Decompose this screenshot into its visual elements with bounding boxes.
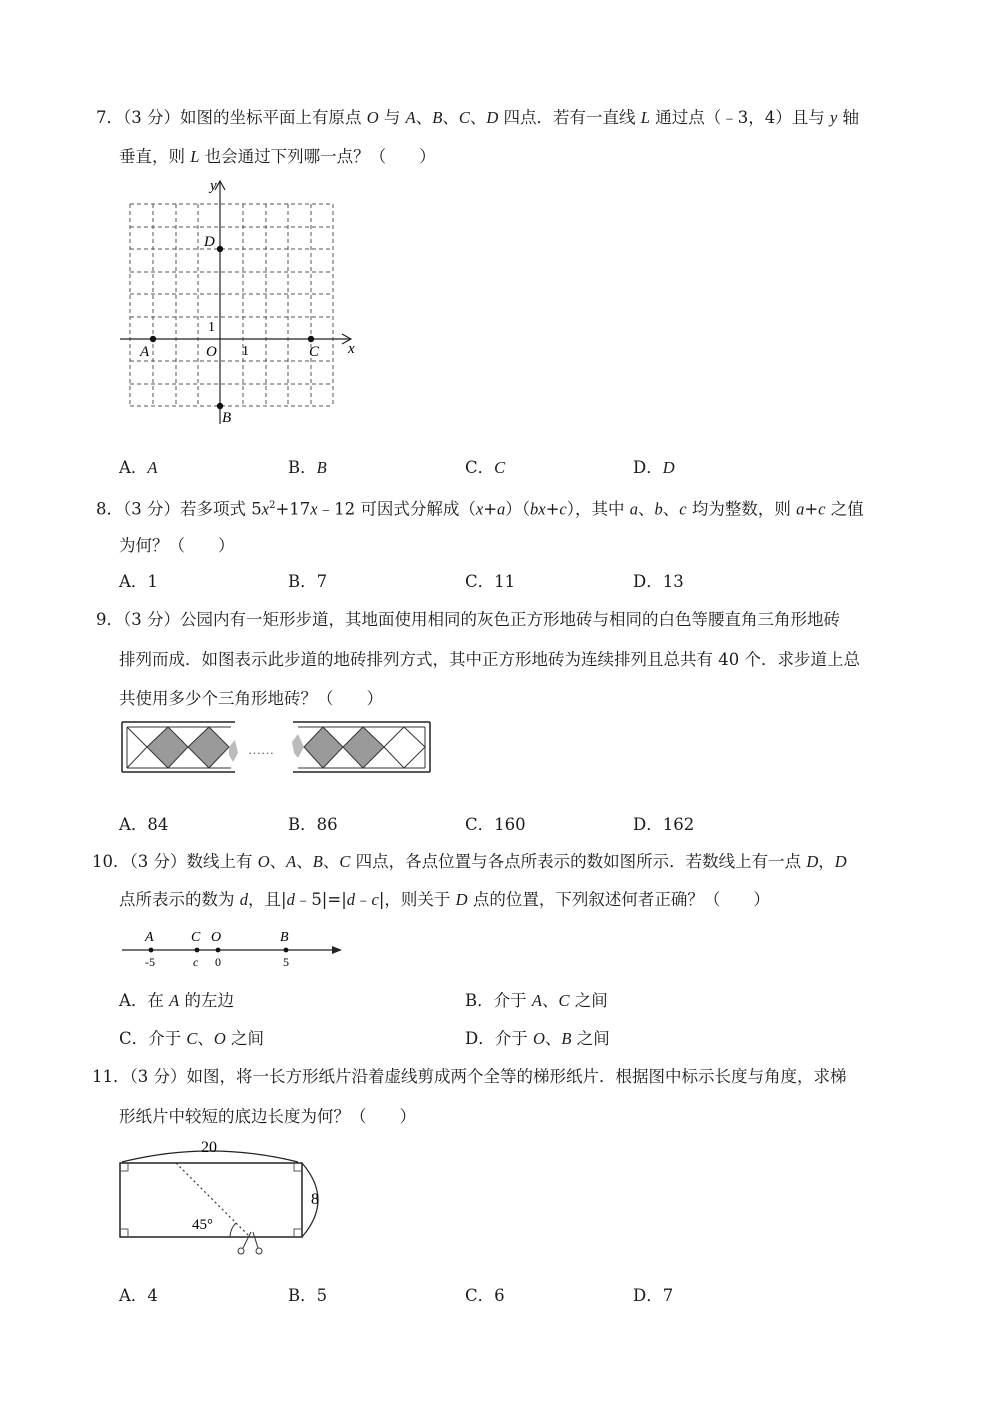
scissors-icon bbox=[238, 1232, 262, 1254]
length-label: 20 bbox=[201, 1139, 217, 1156]
point-A bbox=[149, 948, 154, 953]
label-C: C bbox=[309, 344, 320, 360]
q7-option-c[interactable]: C．C bbox=[465, 458, 506, 477]
point-B bbox=[217, 403, 223, 409]
q9-option-a[interactable]: A．84 bbox=[119, 815, 169, 834]
x-axis-label: x bbox=[348, 341, 355, 357]
number-line-figure bbox=[120, 927, 345, 972]
tick-1-y: 1 bbox=[208, 320, 215, 335]
q7-line-2: 垂直，则 L 也会通过下列哪一点？（ ） bbox=[119, 147, 436, 166]
q7-option-d[interactable]: D．D bbox=[633, 458, 675, 477]
question-number: 8． bbox=[96, 499, 123, 519]
label-A: A bbox=[145, 930, 154, 945]
torn-edge bbox=[229, 740, 238, 762]
torn-edge bbox=[292, 734, 304, 758]
label-O: O bbox=[206, 344, 217, 360]
point-C bbox=[308, 336, 314, 342]
point-B bbox=[284, 948, 289, 953]
continuation-dots: …… bbox=[248, 742, 274, 757]
tick-1-x: 1 bbox=[242, 344, 249, 359]
point-C bbox=[195, 948, 200, 953]
q11-option-a[interactable]: A．4 bbox=[119, 1286, 158, 1305]
q8-option-a[interactable]: A．1 bbox=[119, 572, 158, 591]
label-C: C bbox=[191, 930, 201, 945]
q10-line-1: 10．（3 分）数线上有 O、A、B、C 四点，各点位置与各点所表示的数如图所示．若数线上有一点 D，D bbox=[92, 852, 847, 871]
q11-option-d[interactable]: D．7 bbox=[633, 1286, 674, 1305]
q10-option-b[interactable]: B．介于 A、C 之间 bbox=[465, 991, 608, 1010]
q11-line-2: 形纸片中较短的底边长度为何？（ ） bbox=[119, 1107, 416, 1126]
label-B: B bbox=[222, 410, 232, 426]
coordinate-plane-figure bbox=[118, 172, 368, 432]
question-number: 7． bbox=[96, 108, 123, 127]
label-D: D bbox=[204, 234, 215, 250]
q10-option-c[interactable]: C．介于 C、O 之间 bbox=[119, 1029, 265, 1048]
q7-option-a[interactable]: A．A bbox=[119, 458, 158, 477]
point-O bbox=[216, 948, 221, 953]
walkway-right-section bbox=[292, 722, 430, 772]
label-B: B bbox=[280, 930, 289, 945]
value-C: c bbox=[193, 955, 199, 969]
q9-line-3: 共使用多少个三角形地砖？（ ） bbox=[119, 689, 383, 708]
value-A: -5 bbox=[145, 955, 155, 969]
q8-line-2: 为何？（ ） bbox=[119, 536, 235, 555]
dotted-cut-line bbox=[176, 1163, 250, 1237]
y-axis-label: y bbox=[210, 178, 217, 194]
rectangle-cut-figure bbox=[112, 1132, 332, 1262]
angle-label: 45° bbox=[192, 1217, 213, 1233]
point-D bbox=[217, 246, 223, 252]
q11-line-1: 11．（3 分）如图，将一长方形纸片沿着虚线剪成两个全等的梯形纸片．根据图中标示长度与角度，求梯 bbox=[92, 1067, 847, 1086]
q7-option-b[interactable]: B．B bbox=[288, 458, 327, 477]
q9-option-c[interactable]: C．160 bbox=[465, 815, 526, 834]
q10-line-2: 点所表示的数为 d，且|d﹣5|=|d﹣c|，则关于 D 点的位置，下列叙述何者正确？（ ） bbox=[119, 890, 770, 909]
q10-option-d[interactable]: D．介于 O、B 之间 bbox=[465, 1029, 610, 1048]
q10-option-a[interactable]: A．在 A 的左边 bbox=[119, 991, 235, 1010]
gray-square-tile bbox=[343, 727, 384, 768]
q8-option-d[interactable]: D．13 bbox=[633, 572, 684, 591]
question-number: 11． bbox=[92, 1067, 130, 1086]
tile-walkway-figure bbox=[120, 720, 432, 776]
q9-option-b[interactable]: B．86 bbox=[288, 815, 338, 834]
angle-arc bbox=[230, 1223, 236, 1237]
q9-line-1: 9．（3 分）公园内有一矩形步道，其地面使用相同的灰色正方形地砖与相同的白色等腰直角三角形地砖 bbox=[96, 610, 840, 629]
dashed-grid bbox=[130, 204, 333, 406]
label-O: O bbox=[211, 930, 222, 945]
q7-line-1: 7．（3 分）如图的坐标平面上有原点 O 与 A、B、C、D 四点．若有一直线 L 通过点（﹣3，4）且与 y 轴 bbox=[96, 108, 860, 127]
question-number: 10． bbox=[92, 852, 130, 871]
walkway-left-section bbox=[122, 722, 238, 772]
value-B: 5 bbox=[283, 955, 289, 969]
question-number: 9． bbox=[96, 610, 123, 629]
gray-square-tile bbox=[147, 727, 188, 768]
label-A: A bbox=[140, 344, 150, 360]
point-A bbox=[150, 336, 156, 342]
q8-option-c[interactable]: C．11 bbox=[465, 572, 516, 591]
width-label: 8 bbox=[311, 1191, 319, 1208]
number-line-arrow-icon bbox=[332, 946, 342, 954]
q11-option-c[interactable]: C．6 bbox=[465, 1286, 505, 1305]
q11-option-b[interactable]: B．5 bbox=[288, 1286, 328, 1305]
gray-square-tile bbox=[188, 727, 229, 768]
gray-square-tile bbox=[304, 727, 343, 768]
q8-option-b[interactable]: B．7 bbox=[288, 572, 328, 591]
q9-line-2: 排列而成．如图表示此步道的地砖排列方式，其中正方形地砖为连续排列且总共有 40 个．求步道上总 bbox=[119, 650, 860, 669]
value-O: 0 bbox=[215, 955, 221, 969]
q9-option-d[interactable]: D．162 bbox=[633, 815, 695, 834]
q8-line-1: 8．（3 分）若多项式 $5x^2+17x﹣12$ 可因式分解成（x+a）（bx+c），其中 a、b、c 均为整数，则 a+c 之值 bbox=[96, 499, 864, 519]
